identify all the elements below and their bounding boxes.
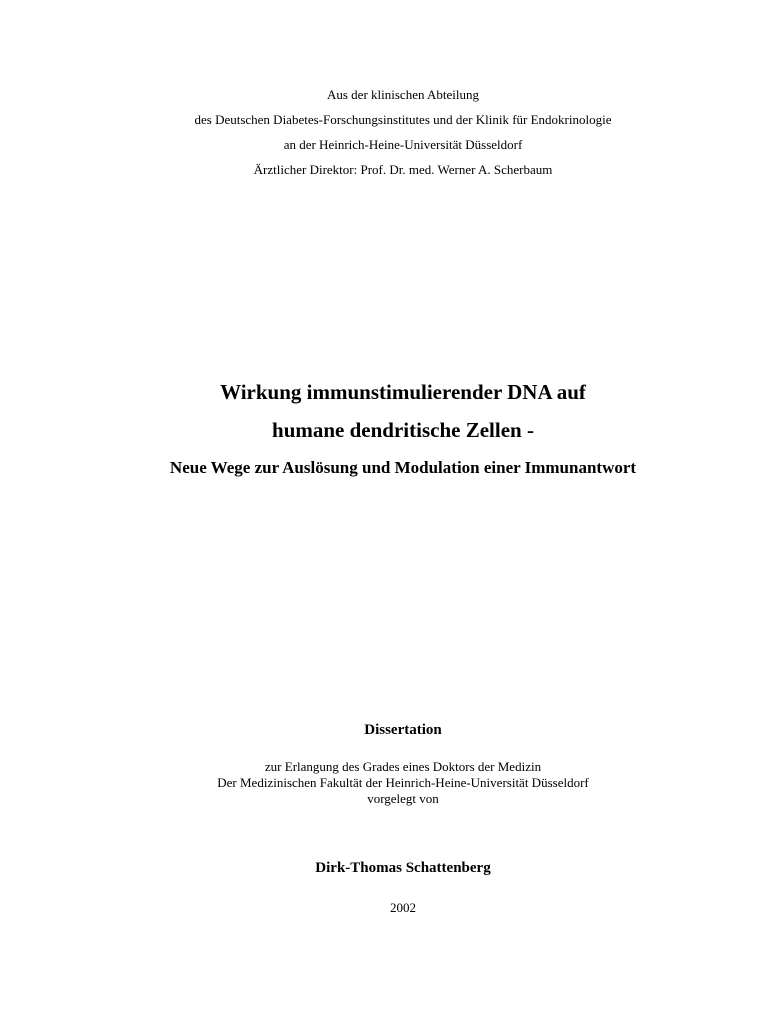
dissertation-faculty: Der Medizinischen Fakultät der Heinrich-Heine-Universität Düsseldorf <box>217 775 589 790</box>
thesis-subtitle: Neue Wege zur Auslösung und Modulation einer Immunantwort <box>169 458 637 477</box>
institution-line-2: des Deutschen Diabetes-Forschungsinstitutes und der Klinik für Endokrinologie <box>194 112 612 127</box>
dissertation-submitted-by: vorgelegt von <box>367 791 439 806</box>
institution-line-1: Aus der klinischen Abteilung <box>326 87 479 102</box>
dissertation-purpose: zur Erlangung des Grades eines Doktors der Medizin <box>264 759 542 774</box>
submission-year: 2002 <box>390 900 416 915</box>
institution-line-3: an der Heinrich-Heine-Universität Düsseldorf <box>283 137 523 152</box>
thesis-title-line-2: humane dendritische Zellen - <box>272 418 534 442</box>
dissertation-heading: Dissertation <box>364 722 442 738</box>
thesis-title-line-1: Wirkung immunstimulierender DNA auf <box>220 380 586 404</box>
author-name: Dirk-Thomas Schattenberg <box>315 860 491 876</box>
institution-director: Ärztlicher Direktor: Prof. Dr. med. Werner A. Scherbaum <box>253 162 553 177</box>
